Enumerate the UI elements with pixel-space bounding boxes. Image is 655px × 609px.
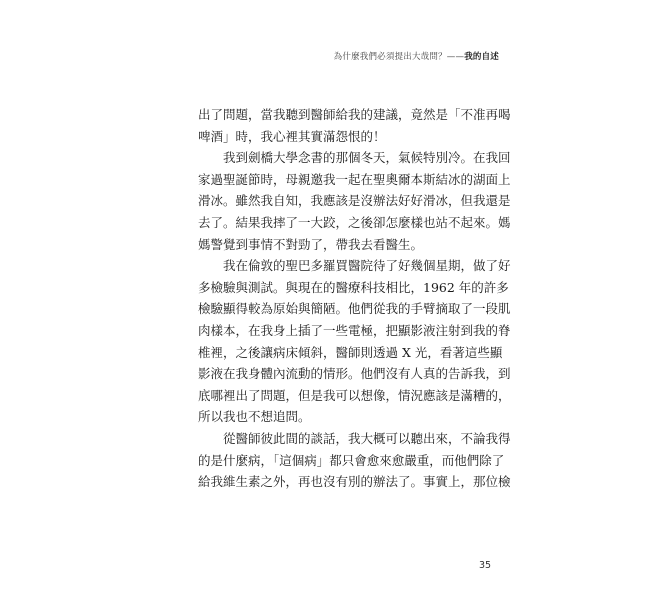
text-line: 肉樣本，在我身上插了一些電極，把顯影液注射到我的脊 [198, 322, 511, 338]
paragraph-1 [198, 104, 511, 147]
paragraph-2 [198, 147, 511, 255]
text-line: 影液在我身體內流動的情形。他們沒有人真的告訴我，到 [198, 366, 511, 382]
text-line: 給我維生素之外，再也沒有別的辦法了。事實上，那位檢 [198, 474, 511, 490]
text-line: 多檢驗與測試。與現在的醫療科技相比，1962 年的許多 [198, 279, 509, 295]
body-text [198, 104, 511, 493]
running-header [334, 50, 499, 62]
text-line: 出了問題，當我聽到醫師給我的建議，竟然是「不准再喝 [198, 107, 511, 122]
text-line: 所以我也不想追問。 [198, 409, 311, 425]
paragraph-3 [198, 255, 511, 428]
text-line: 滑冰。雖然我自知，我應該是沒辦法好好滑冰，但我還是 [198, 193, 511, 209]
header-title: 為什麼我們必須提出大哉問？—— [333, 52, 465, 62]
text-line: 從醫師彼此間的談話，我大概可以聽出來，不論我得 [223, 430, 511, 446]
paragraph-4 [198, 428, 511, 493]
text-line: 檢驗顯得較為原始與簡陋。他們從我的手臂摘取了一段肌 [198, 301, 511, 317]
header-subtitle: 我的自述 [464, 52, 499, 62]
text-line: 家過聖誕節時，母親邀我一起在聖奧爾本斯結冰的湖面上 [198, 171, 511, 187]
text-line: 我到劍橋大學念書的那個冬天，氣候特別冷。在我回 [223, 150, 511, 166]
text-line: 去了。結果我摔了一大跤，之後卻怎麼樣也站不起來。媽 [198, 214, 511, 230]
text-line: 椎裡，之後讓病床傾斜，醫師則透過 X 光，看著這些顯 [198, 344, 503, 360]
text-line: 的是什麼病，「這個病」都只會愈來愈嚴重，而他們除了 [198, 452, 505, 468]
text-line: 底哪裡出了問題，但是我可以想像，情況應該是滿糟的， [198, 387, 511, 403]
text-line: 媽警覺到事情不對勁了，帶我去看醫生。 [198, 236, 424, 252]
text-line: 我在倫敦的聖巴多羅買醫院待了好幾個星期，做了好 [223, 258, 511, 274]
text-line: 啤酒」時，我心裡其實滿怨恨的！ [198, 128, 386, 144]
page-number: 35 [479, 560, 492, 571]
